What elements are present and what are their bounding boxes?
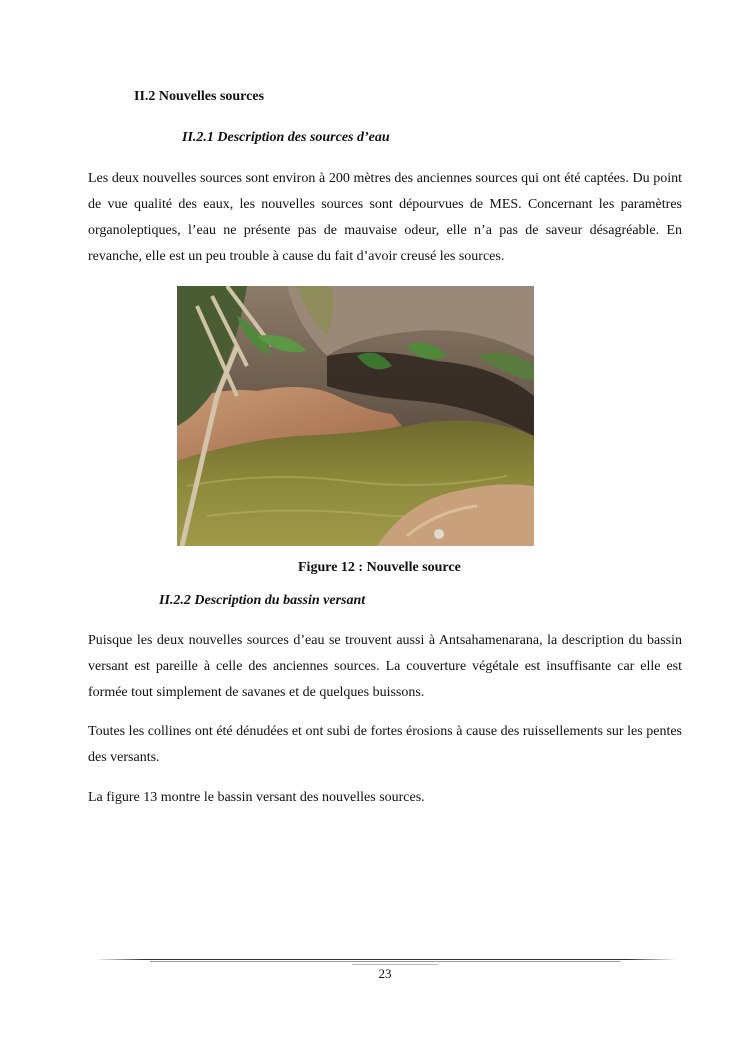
footer-divider-secondary [150,961,620,962]
subsection-heading-sources: II.2.1 Description des sources d’eau [182,130,390,145]
footer-divider [98,959,674,960]
section-heading: II.2 Nouvelles sources [134,89,265,104]
footer-divider-stub [352,964,438,965]
paragraph-erosion: Toutes les collines ont été dénudées et ont subi de fortes érosions à cause des ruissellements sur les pentes des versants. [88,724,682,765]
paragraph-sources-description: Les deux nouvelles sources sont environ à 200 mètres des anciennes sources qui ont été captées. Du point de vue qualité des eaux, les nouvelles sources sont dépourvues de MES. Concernant les paramètres organoleptiques, l’eau ne présente pas de mauvaise odeur, elle n’a pas de saveur désagréable. En revanche, elle est un peu trouble à cause du fait d’avoir creusé les sources. [88,171,682,264]
paragraph-figure-reference: La figure 13 montre le bassin versant des nouvelles sources. [88,790,425,805]
paragraph-bassin-description: Puisque les deux nouvelles sources d’eau se trouvent aussi à Antsahamenarana, la description du bassin versant est pareille à celle des anciennes sources. La couverture végétale est insuffisante car elle est formée tout simplement de savanes et de quelques buissons. [88,633,682,700]
figure-caption-text: Figure 12 : Nouvelle source [298,560,461,575]
source-photo-illustration [177,286,534,546]
subsection-heading-bassin: II.2.2 Description du bassin versant [159,593,366,608]
page-number: 23 [378,966,392,981]
figure-photo-new-source [177,286,534,546]
